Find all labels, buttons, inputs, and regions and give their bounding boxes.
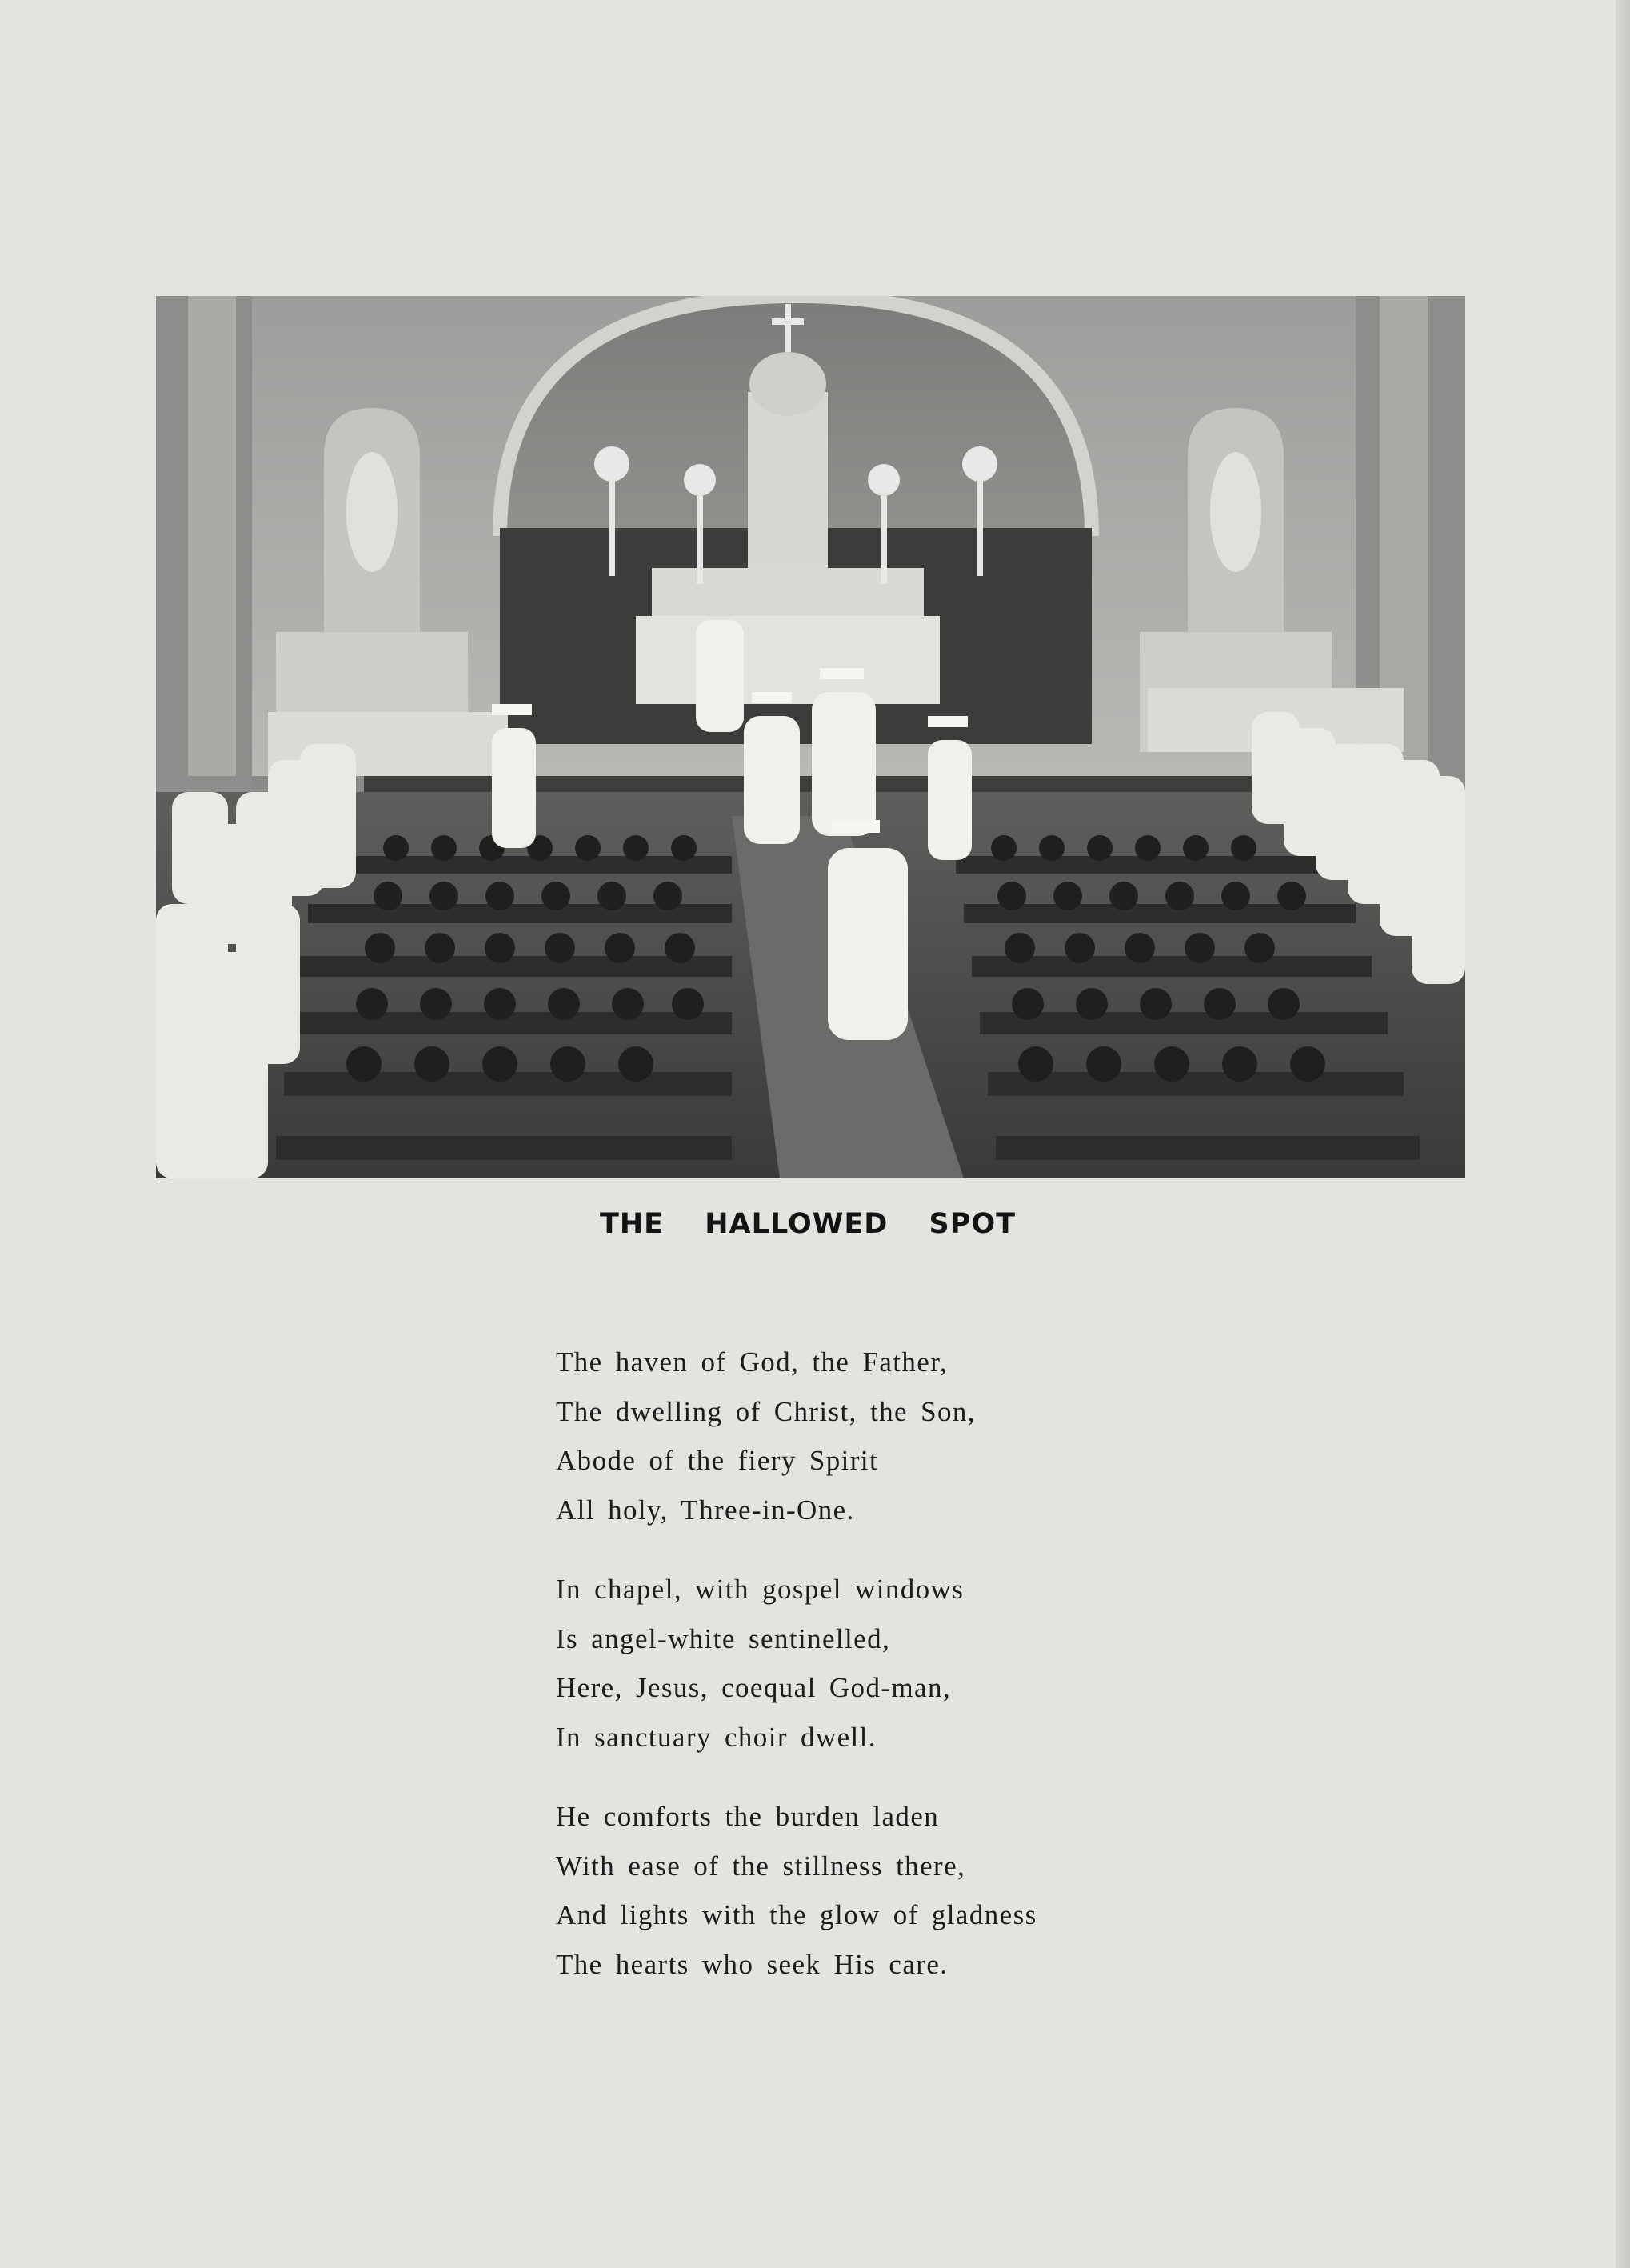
poem-line: In sanctuary choir dwell. xyxy=(556,1721,877,1753)
chapel-interior-photo xyxy=(156,296,1465,1178)
page-title: THE HALLOWED SPOT xyxy=(600,1208,1016,1240)
poem-line: Here, Jesus, coequal God-man, xyxy=(556,1672,952,1703)
poem-line: The dwelling of Christ, the Son, xyxy=(556,1395,976,1427)
poem-line: The hearts who seek His care. xyxy=(556,1948,949,1980)
poem-line: Is angel-white sentinelled, xyxy=(556,1622,891,1654)
poem-stanza-3 xyxy=(556,1792,1132,1989)
chapel-photo-illustration xyxy=(156,296,1465,1178)
poem-line: With ease of the stillness there, xyxy=(556,1850,966,1882)
poem-stanza-1 xyxy=(556,1338,1132,1534)
poem-stanza-2 xyxy=(556,1565,1132,1762)
poem-line: All holy, Three-in-One. xyxy=(556,1494,855,1526)
poem-line: And lights with the glow of gladness xyxy=(556,1899,1037,1930)
poem-line: He comforts the burden laden xyxy=(556,1801,940,1832)
poem xyxy=(556,1338,1132,2019)
poem-line: In chapel, with gospel windows xyxy=(556,1574,965,1605)
poem-line: Abode of the fiery Spirit xyxy=(556,1445,879,1476)
poem-line: The haven of God, the Father, xyxy=(556,1346,949,1378)
page-edge xyxy=(1616,0,1630,2268)
